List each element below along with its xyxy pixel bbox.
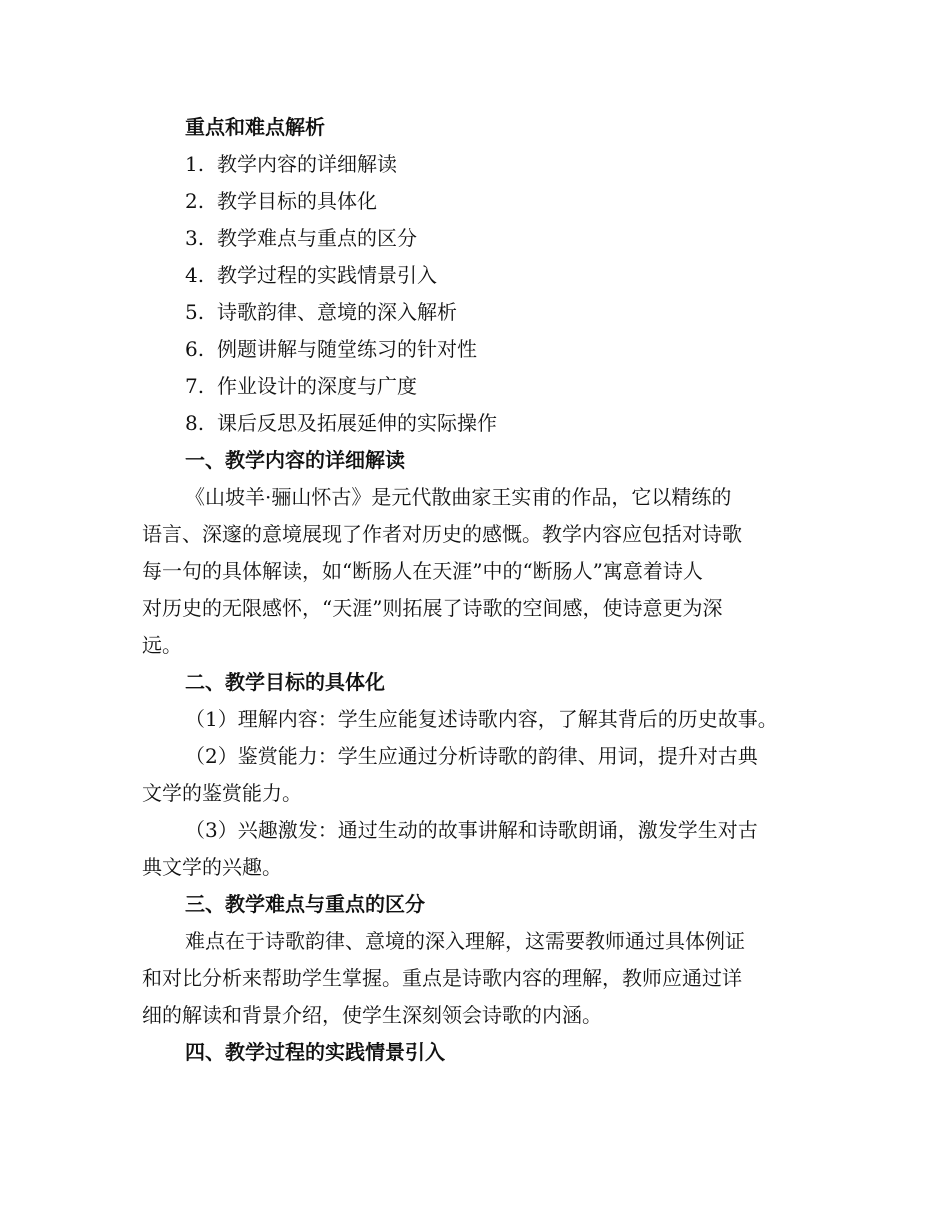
outline-item xyxy=(185,226,417,250)
section-heading: 一、教学内容的详细解读 xyxy=(185,448,405,472)
outline-item-number: 4. xyxy=(185,263,205,287)
paragraph-line: 每一句的具体解读，如“断肠人在天涯”中的“断肠人”寓意着诗人 xyxy=(142,559,703,583)
paragraph-line: 文学的鉴赏能力。 xyxy=(142,781,302,805)
outline-item-text: 作业设计的深度与广度 xyxy=(217,374,417,398)
outline-item xyxy=(185,263,437,287)
paragraph-line: 和对比分析来帮助学生掌握。重点是诗歌内容的理解，教师应通过详 xyxy=(142,966,742,990)
outline-item-number: 7. xyxy=(185,374,205,398)
outline-item xyxy=(185,374,417,398)
outline-item-text: 诗歌韵律、意境的深入解析 xyxy=(217,300,457,324)
paragraph-line: 难点在于诗歌韵律、意境的深入理解，这需要教师通过具体例证 xyxy=(185,929,745,953)
outline-item-text: 教学目标的具体化 xyxy=(217,189,377,213)
outline-item xyxy=(185,300,457,324)
paragraph-line: 对历史的无限感怀，“天涯”则拓展了诗歌的空间感，使诗意更为深 xyxy=(142,596,723,620)
outline-item-number: 6. xyxy=(185,337,205,361)
paragraph-line: （2）鉴赏能力：学生应通过分析诗歌的韵律、用词，提升对古典 xyxy=(185,744,758,768)
outline-item-text: 课后反思及拓展延伸的实际操作 xyxy=(217,411,497,435)
outline-item-text: 例题讲解与随堂练习的针对性 xyxy=(217,337,477,361)
paragraph-line: （1）理解内容：学生应能复述诗歌内容，了解其背后的历史故事。 xyxy=(185,707,778,731)
outline-title: 重点和难点解析 xyxy=(185,115,325,139)
paragraph-line: 细的解读和背景介绍，使学生深刻领会诗歌的内涵。 xyxy=(142,1003,602,1027)
section-heading: 三、教学难点与重点的区分 xyxy=(185,892,425,916)
outline-item xyxy=(185,411,497,435)
outline-item-text: 教学过程的实践情景引入 xyxy=(217,263,437,287)
outline-item-text: 教学内容的详细解读 xyxy=(217,152,397,176)
outline-item-number: 2. xyxy=(185,189,205,213)
outline-item xyxy=(185,189,377,213)
section-heading: 二、教学目标的具体化 xyxy=(185,670,385,694)
paragraph-line: 典文学的兴趣。 xyxy=(142,855,282,879)
section-heading: 四、教学过程的实践情景引入 xyxy=(185,1040,445,1064)
outline-item-number: 8. xyxy=(185,411,205,435)
outline-item xyxy=(185,152,397,176)
outline-item xyxy=(185,337,477,361)
outline-item-number: 5. xyxy=(185,300,205,324)
outline-item-text: 教学难点与重点的区分 xyxy=(217,226,417,250)
paragraph-line: 《山坡羊·骊山怀古》是元代散曲家王实甫的作品，它以精练的 xyxy=(185,485,732,509)
paragraph-line: 远。 xyxy=(142,633,182,657)
paragraph-line: （3）兴趣激发：通过生动的故事讲解和诗歌朗诵，激发学生对古 xyxy=(185,818,758,842)
outline-item-number: 1. xyxy=(185,152,205,176)
outline-item-number: 3. xyxy=(185,226,205,250)
paragraph-line: 语言、深邃的意境展现了作者对历史的感慨。教学内容应包括对诗歌 xyxy=(142,522,742,546)
